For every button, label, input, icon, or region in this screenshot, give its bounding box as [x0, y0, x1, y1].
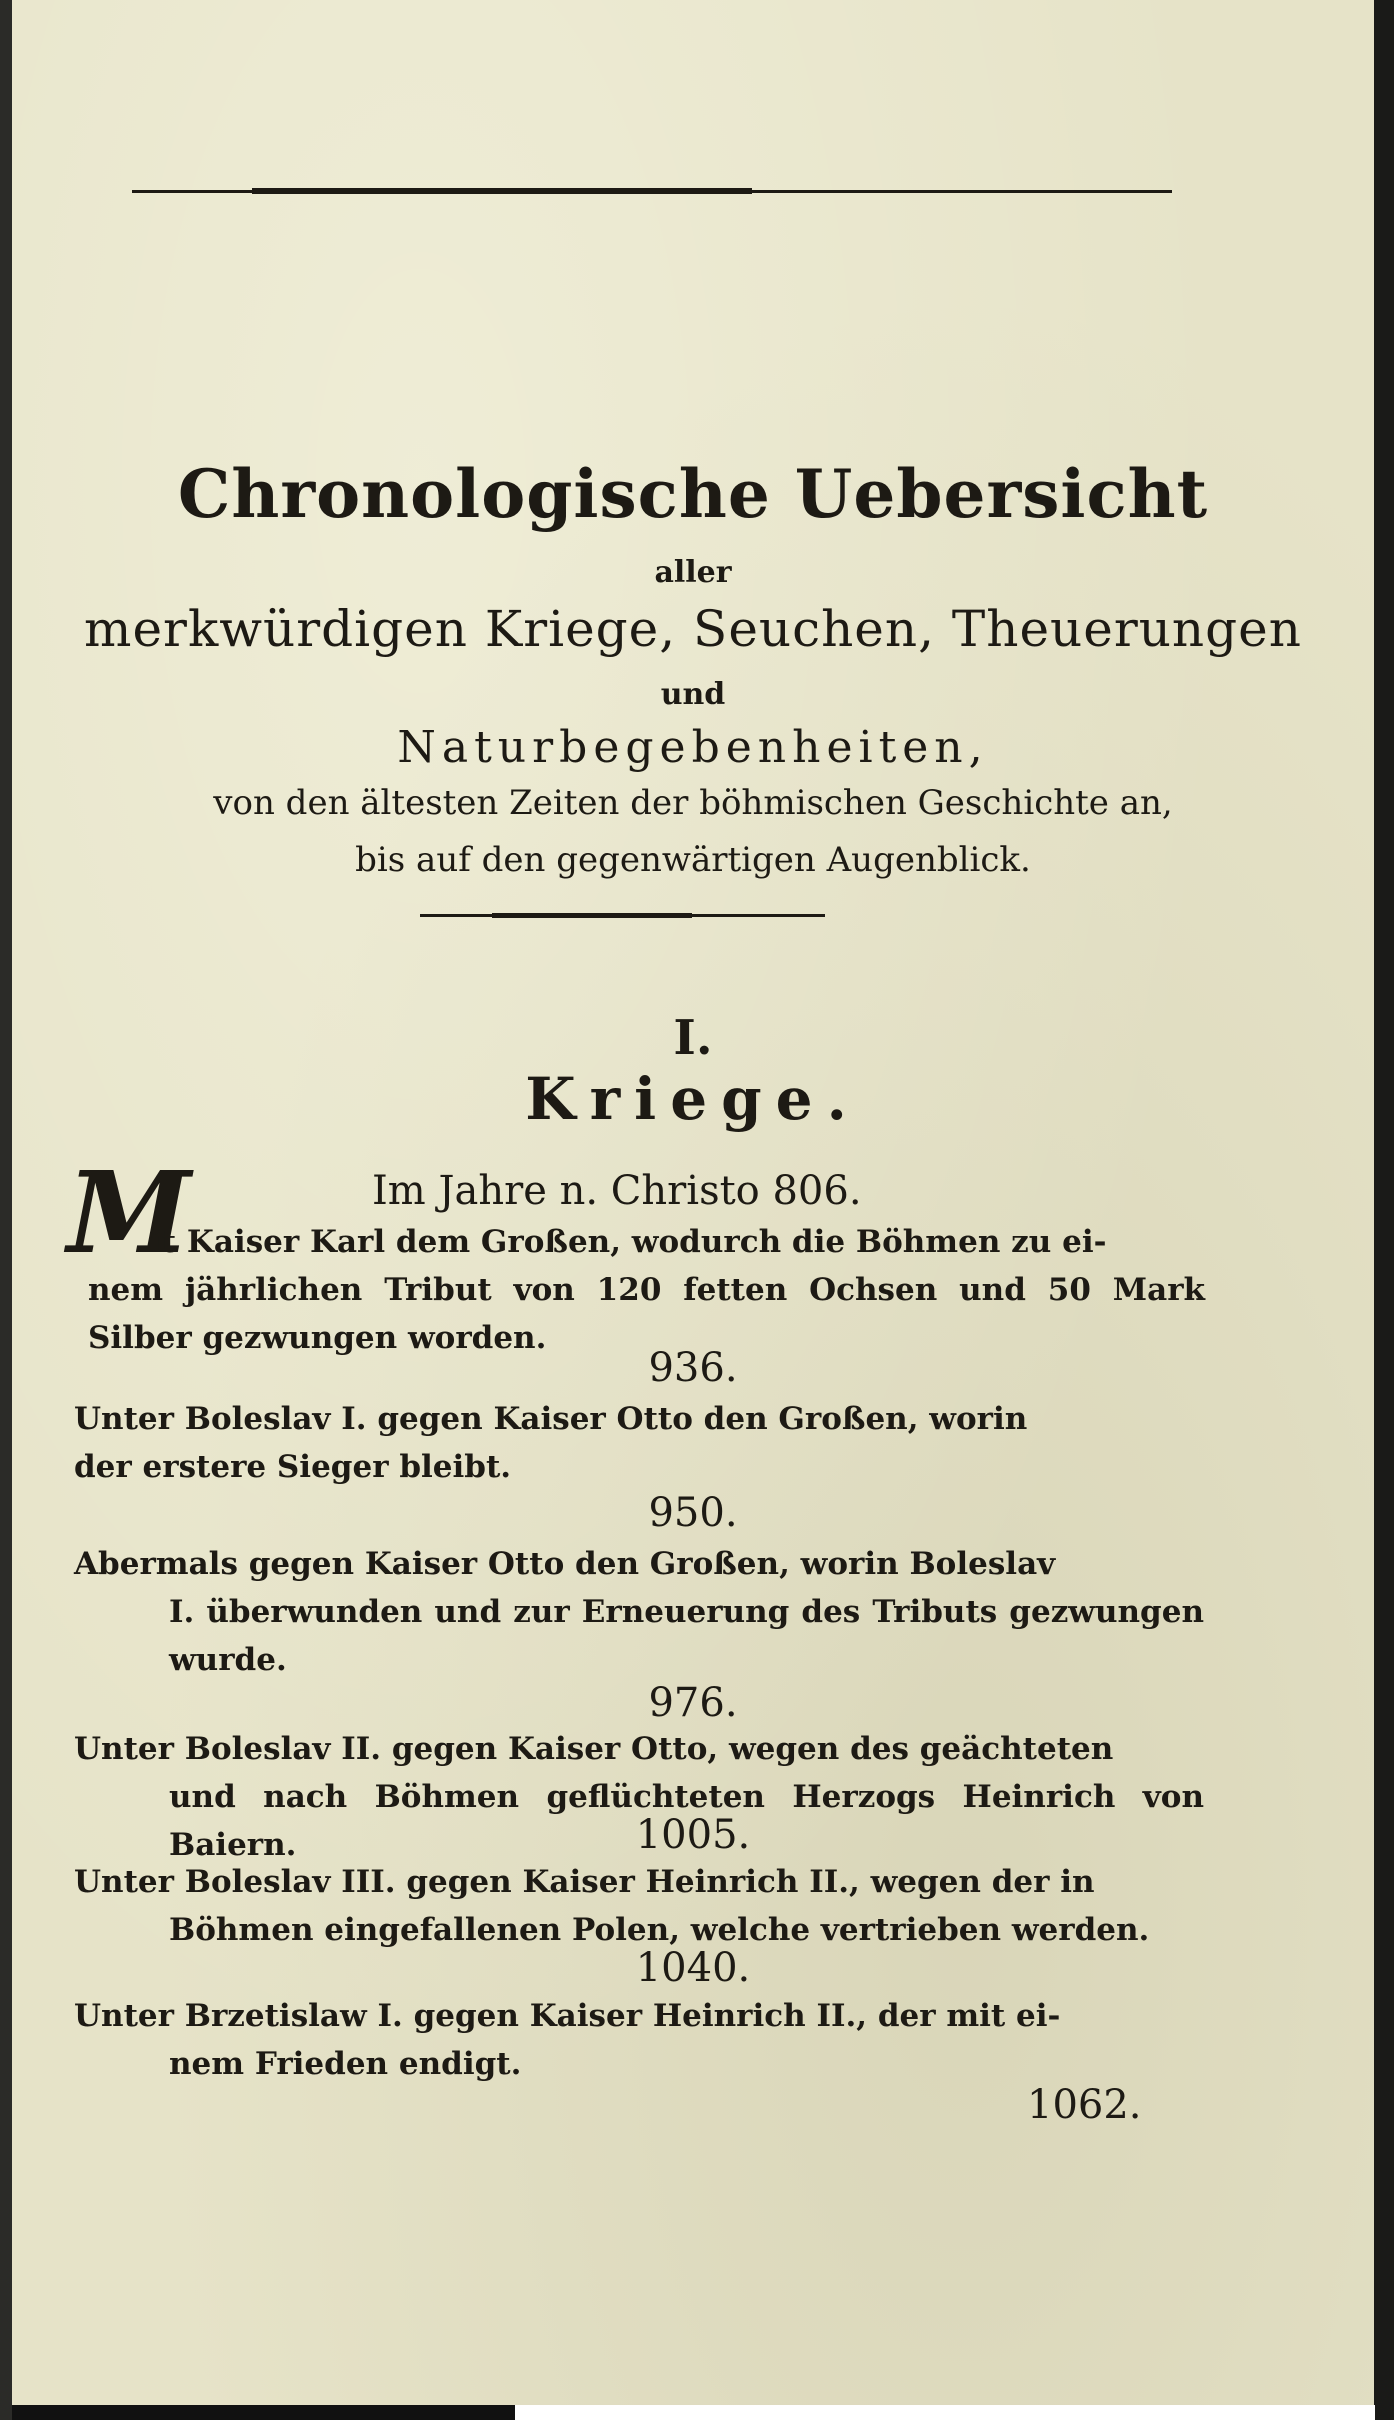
entry-806-rest: nem jährlichen Tribut von 120 fetten Ochsen und 50 Mark Silber gezwungen worden.	[88, 1272, 1205, 1356]
entry-1005-line1: Unter Boleslav III. gegen Kaiser Heinrich II., wegen der in	[74, 1864, 1095, 1900]
entry-936-line1: Unter Boleslav I. gegen Kaiser Otto den Großen, worin	[74, 1401, 1028, 1437]
entry-950-rest: I. überwunden und zur Erneuerung des Tributs gezwungen wurde.	[169, 1594, 1204, 1678]
scan-right-edge	[1374, 0, 1394, 2420]
entry-806	[88, 1218, 1205, 1362]
title-line-augenblick: bis auf den gegenwärtigen Augenblick.	[355, 840, 1031, 880]
year-heading-950: 950.	[648, 1490, 738, 1536]
entry-1040-rest: nem Frieden endigt.	[169, 2046, 522, 2082]
entry-936-rest: der erstere Sieger bleibt.	[74, 1449, 512, 1485]
catchword: 1062.	[1027, 2082, 1142, 2128]
entry-950	[74, 1540, 1204, 1684]
title-word-aller: aller	[654, 555, 732, 590]
top-rule-thick	[252, 188, 752, 194]
entry-950-line1: Abermals gegen Kaiser Otto den Großen, worin Boleslav	[74, 1546, 1056, 1582]
entry-806-line1: it Kaiser Karl dem Großen, wodurch die Böhmen zu ei-	[150, 1224, 1107, 1260]
entry-976-line1: Unter Boleslav II. gegen Kaiser Otto, wegen des geächteten	[74, 1731, 1114, 1767]
title-line-zeiten: von den ältesten Zeiten der böhmischen Geschichte an,	[213, 783, 1173, 823]
year-heading-806: Im Jahre n. Christo 806.	[372, 1168, 862, 1214]
section-numeral: I.	[673, 1010, 713, 1066]
year-heading-976: 976.	[648, 1680, 738, 1726]
title-line-kriege-seuchen: merkwürdigen Kriege, Seuchen, Theuerungen	[84, 600, 1302, 658]
entry-976-rest: und nach Böhmen geflüchteten Herzogs Heinrich von Baiern.	[169, 1779, 1204, 1863]
drop-cap: M	[67, 1148, 191, 1279]
page-title: Chronologische Uebersicht	[177, 455, 1209, 533]
entry-1040	[74, 1992, 1204, 2088]
title-line-naturbegebenheiten: Naturbegebenheiten,	[397, 722, 989, 773]
entry-1005-rest: Böhmen eingefallenen Polen, welche vertrieben werden.	[169, 1912, 1150, 1948]
entry-1040-line1: Unter Brzetislaw I. gegen Kaiser Heinrich II., der mit ei-	[74, 1998, 1061, 2034]
year-heading-1040: 1040.	[635, 1945, 751, 1991]
scan-left-edge	[0, 0, 12, 2420]
middle-rule-thick	[492, 913, 692, 918]
year-heading-936: 936.	[648, 1345, 738, 1391]
book-page	[12, 0, 1374, 2405]
title-word-und: und	[660, 677, 726, 712]
section-title: Kriege.	[525, 1065, 861, 1133]
entry-936	[74, 1395, 1204, 1491]
entry-1005	[74, 1858, 1204, 1954]
scan-bottom-edge	[515, 2405, 1375, 2420]
year-heading-1005: 1005.	[635, 1812, 751, 1858]
